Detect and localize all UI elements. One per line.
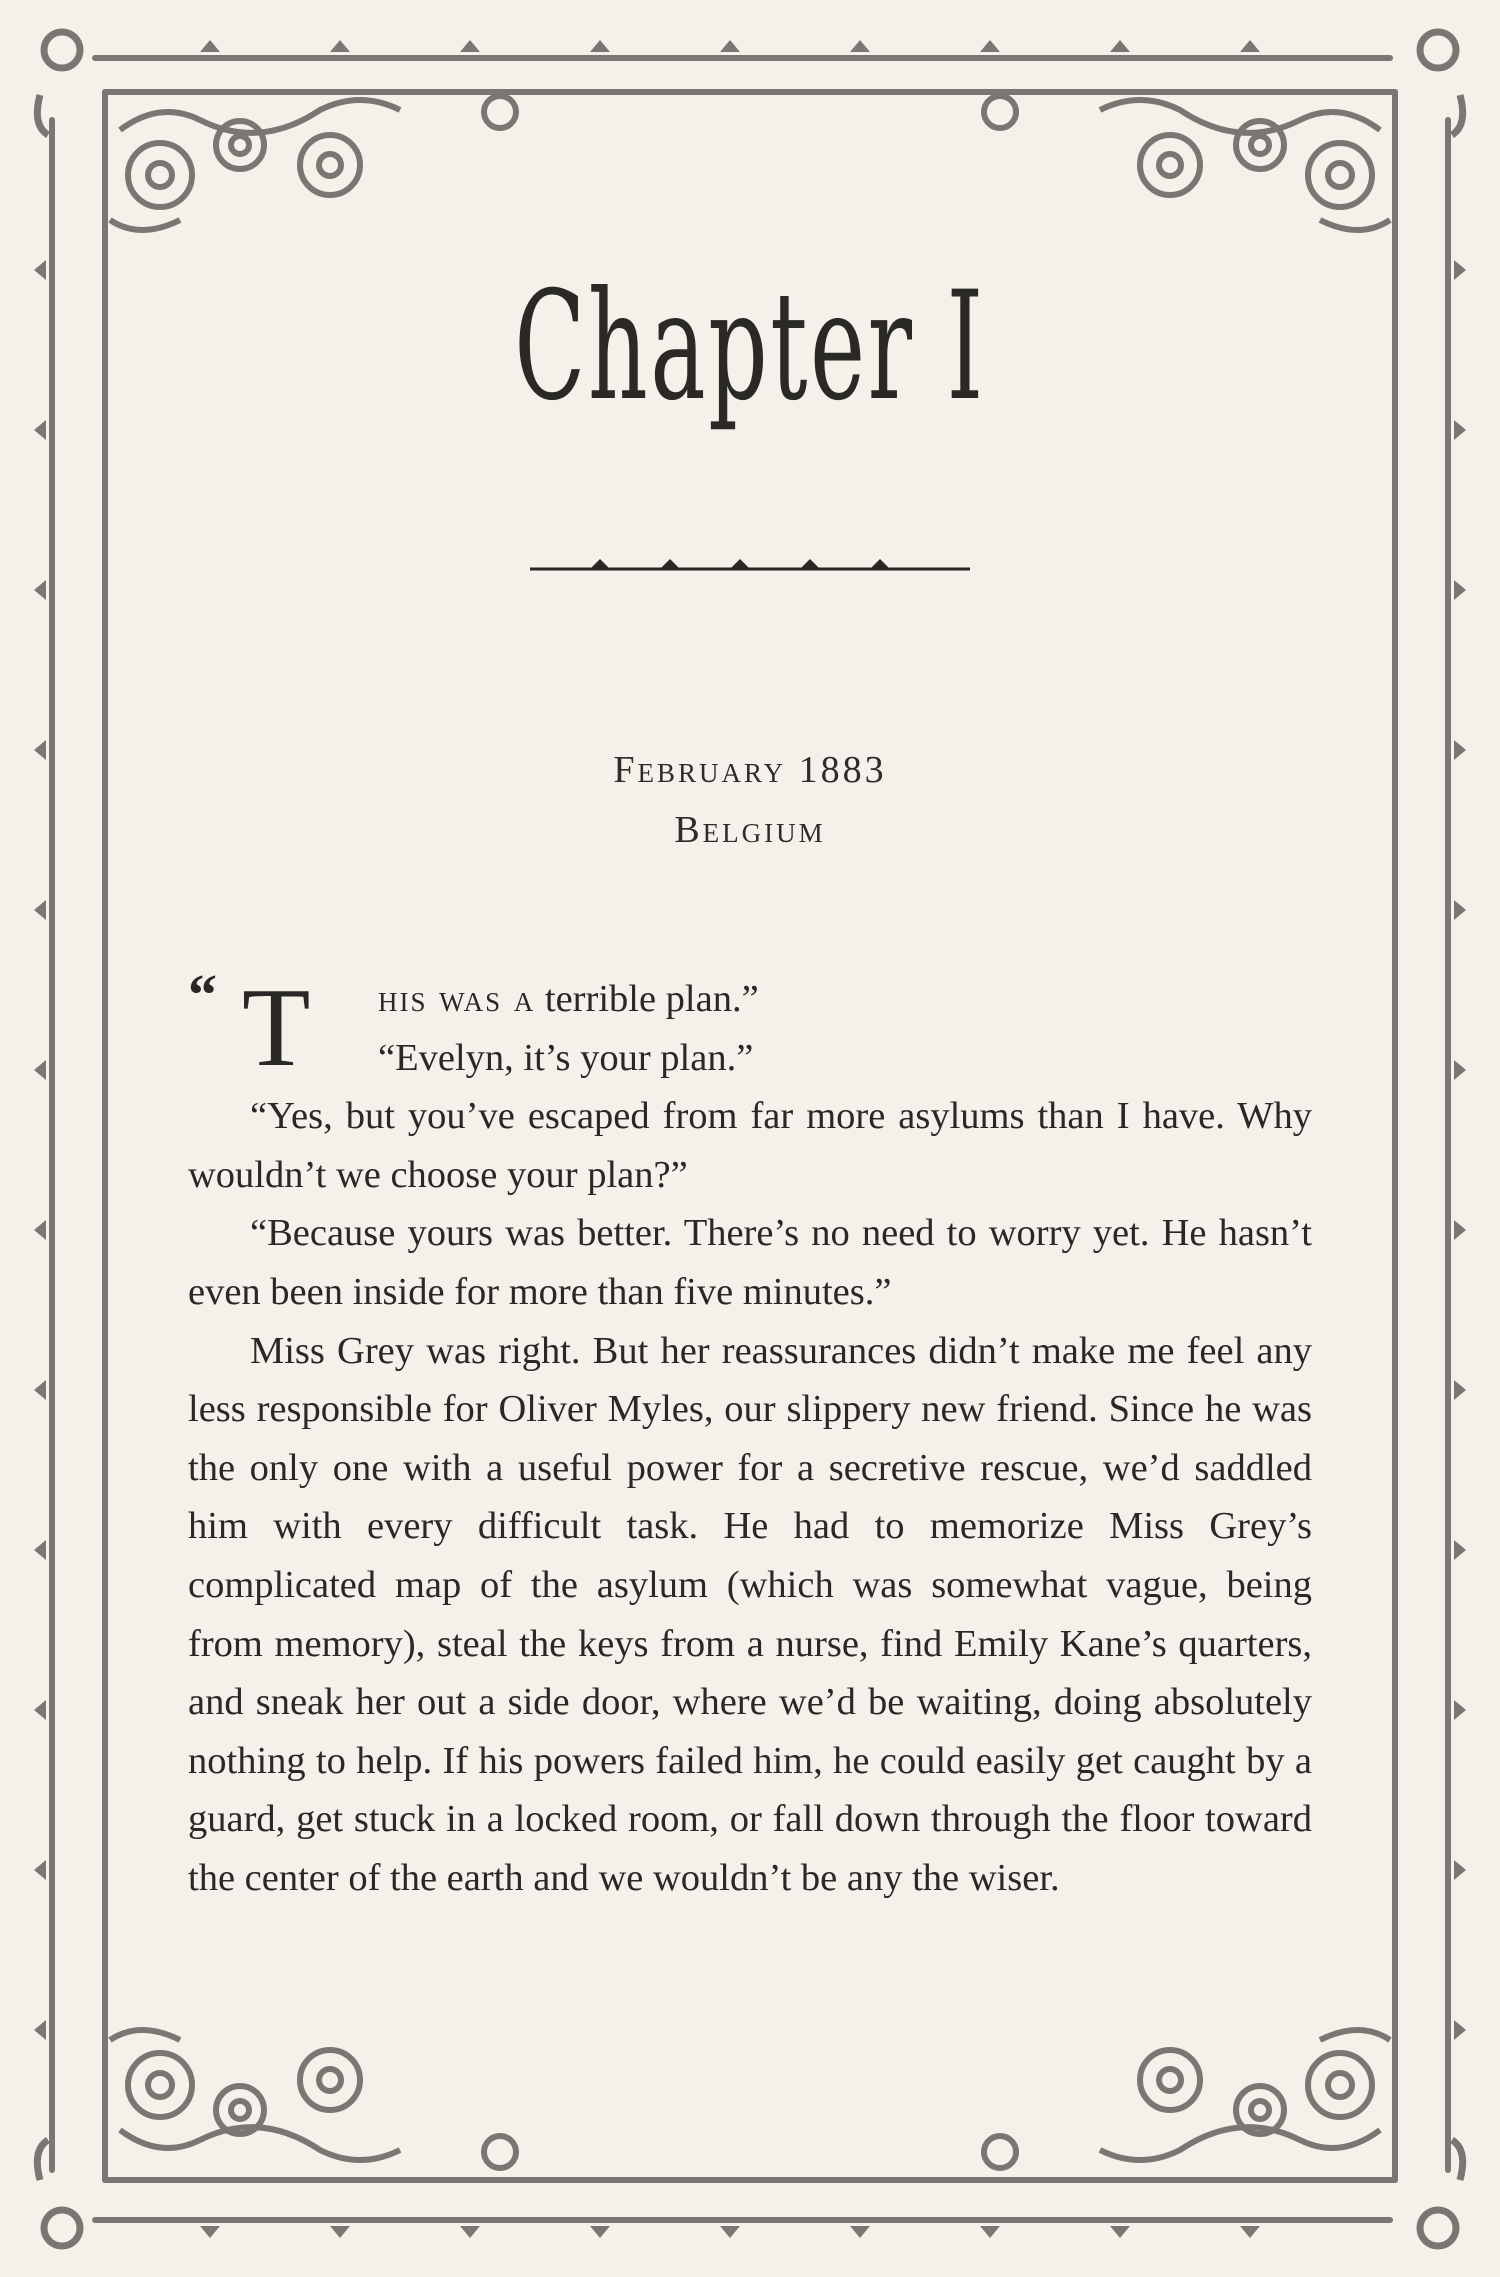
setting-place: Belgium bbox=[674, 809, 826, 851]
top-ticks bbox=[200, 40, 1260, 52]
scroll-bottom-left bbox=[110, 2030, 516, 2168]
paragraph: “Because yours was better. There’s no need to worry yet. He hasn’t even been inside for more than five minutes.” bbox=[188, 1212, 1312, 1313]
right-ticks bbox=[1454, 260, 1466, 2040]
scroll-top-left bbox=[110, 96, 516, 230]
left-ticks bbox=[34, 260, 46, 2040]
scroll-top-right bbox=[984, 96, 1390, 230]
bottom-ticks bbox=[200, 2226, 1260, 2238]
title-divider-ornament bbox=[530, 555, 970, 575]
chapter-body bbox=[188, 962, 1312, 1908]
scroll-bottom-right bbox=[984, 2030, 1390, 2168]
dropcap-letter: T bbox=[242, 966, 311, 1090]
paragraph: Miss Grey was right. But her reassurances didn’t make me feel any less responsible for Oliver Myles, our slippery new friend. Since he was the only one with a useful power for a secretive rescue, we’d saddled him with every difficult task. He had to memorize Miss Grey’s complicated map of the asylum (which was somewhat vague, being from memory), steal the keys from a nurse, find Emily Kane’s quarters, and sneak her out a side door, where we’d be waiting, doing absolutely nothing to help. If his powers failed him, he could easily get caught by a guard, get stuck in a locked room, or fall down through the floor toward the center of the earth and we wouldn’t be any the wiser. bbox=[188, 1329, 1312, 1899]
chapter-setting bbox=[0, 740, 1500, 860]
chapter-title: Chapter I bbox=[514, 260, 986, 434]
opening-rest: terrible plan.” bbox=[535, 978, 759, 1020]
opening-smallcaps: his was a bbox=[378, 978, 536, 1020]
paragraph: “Yes, but you’ve escaped from far more asylums than I have. Why wouldn’t we choose your plan?” bbox=[188, 1095, 1312, 1196]
paragraph: “Evelyn, it’s your plan.” bbox=[378, 1036, 754, 1079]
setting-date: February 1883 bbox=[613, 749, 887, 791]
dropcap-quote: “ bbox=[188, 962, 217, 1027]
